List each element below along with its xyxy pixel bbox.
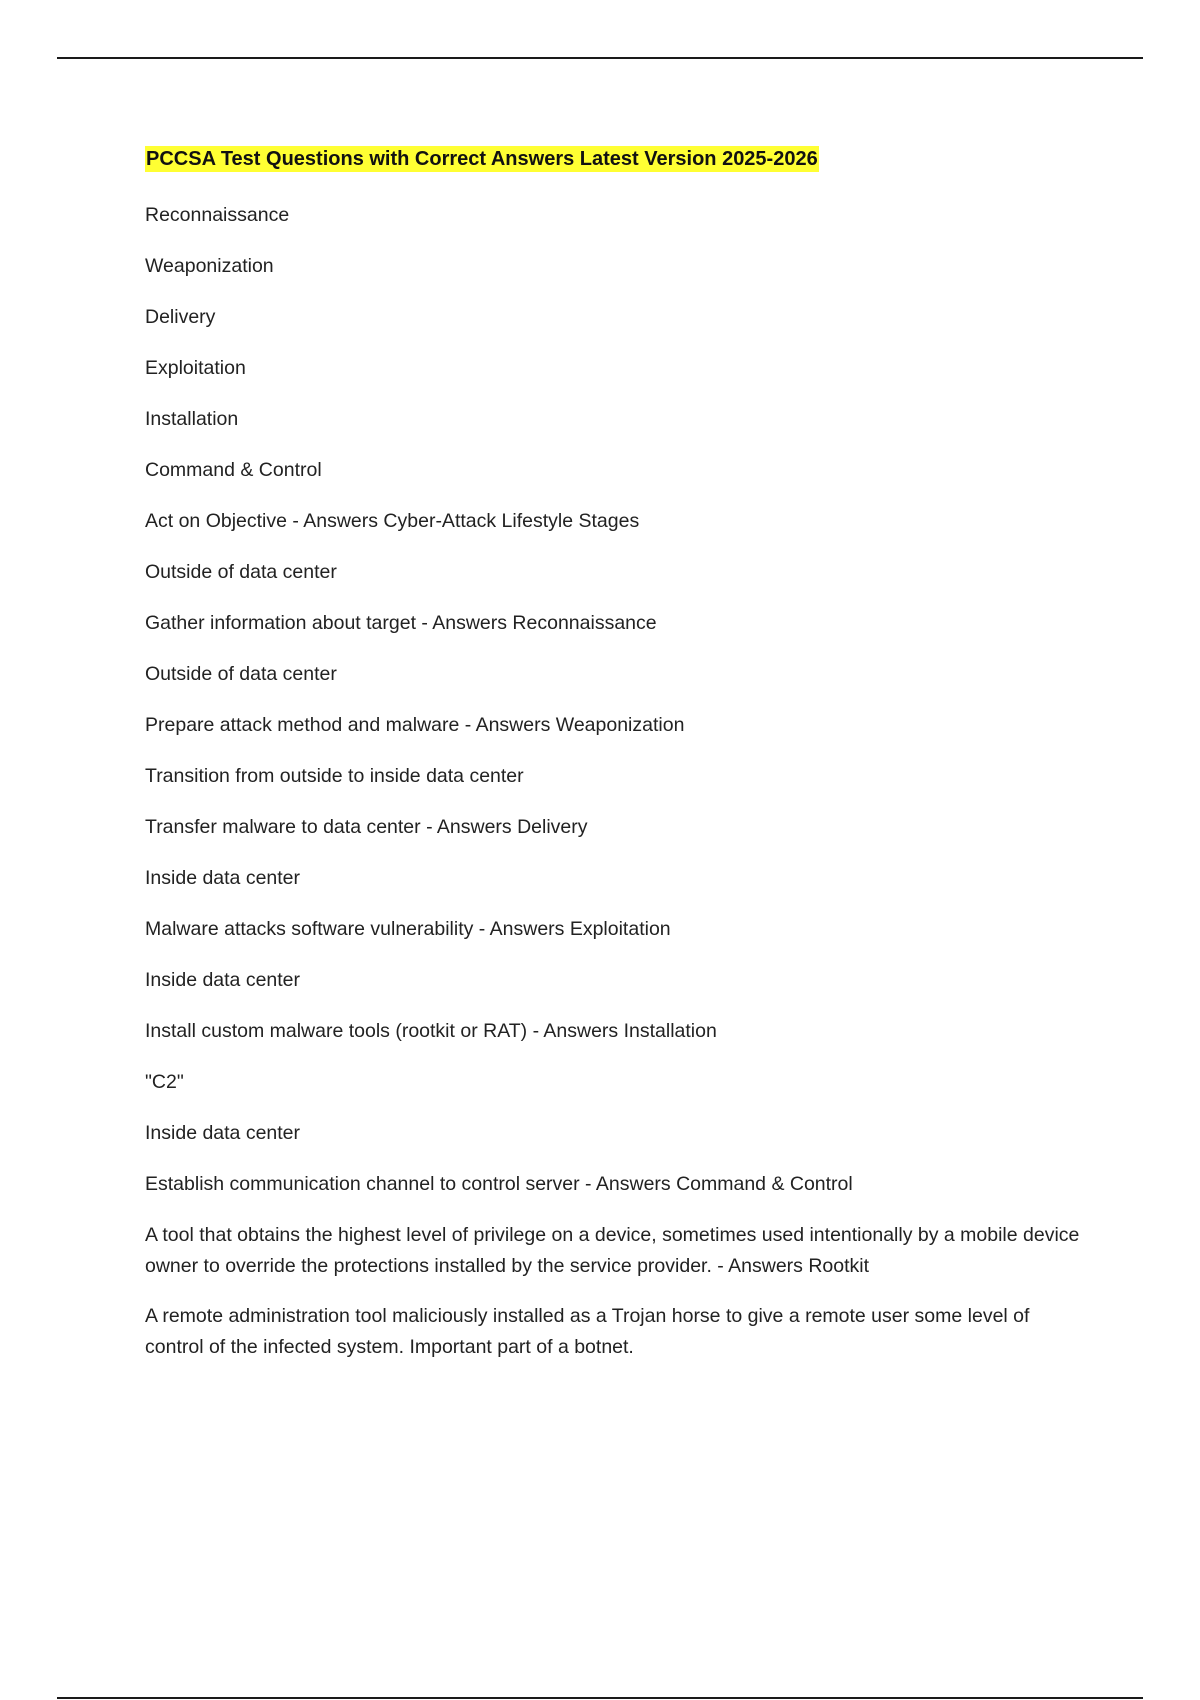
paragraph: Gather information about target - Answers Reconnaissance bbox=[145, 612, 657, 634]
paragraph: Delivery bbox=[145, 306, 216, 328]
paragraph: Establish communication channel to control server - Answers Command & Control bbox=[145, 1173, 853, 1195]
paragraph: Command & Control bbox=[145, 459, 322, 481]
paragraph: A tool that obtains the highest level of privilege on a device, sometimes used intentionally by a mobile device owner to override the protections installed by the service provider. - Answers Rootkit bbox=[145, 1224, 1080, 1277]
paragraph: Weaponization bbox=[145, 255, 274, 277]
paragraph: "C2" bbox=[145, 1071, 184, 1093]
header-rule bbox=[57, 57, 1143, 59]
paragraph: Inside data center bbox=[145, 969, 301, 991]
paragraph: Inside data center bbox=[145, 867, 301, 889]
paragraph: Malware attacks software vulnerability - Answers Exploitation bbox=[145, 918, 671, 940]
paragraph: Inside data center bbox=[145, 1122, 301, 1144]
footer-rule bbox=[57, 1697, 1143, 1699]
document-body bbox=[145, 144, 1085, 1382]
paragraph: Outside of data center bbox=[145, 663, 337, 685]
paragraph: Transfer malware to data center - Answers Delivery bbox=[145, 816, 588, 838]
paragraph: Act on Objective - Answers Cyber-Attack Lifestyle Stages bbox=[145, 510, 640, 532]
paragraph: Reconnaissance bbox=[145, 204, 290, 226]
document-title: PCCSA Test Questions with Correct Answers Latest Version 2025-2026 bbox=[146, 148, 818, 170]
paragraph: Installation bbox=[145, 408, 239, 430]
paragraph: Exploitation bbox=[145, 357, 246, 379]
title-line bbox=[145, 144, 1085, 174]
paragraph: Outside of data center bbox=[145, 561, 337, 583]
paragraph: Prepare attack method and malware - Answers Weaponization bbox=[145, 714, 685, 736]
paragraph: Install custom malware tools (rootkit or RAT) - Answers Installation bbox=[145, 1020, 717, 1042]
paragraph: Transition from outside to inside data center bbox=[145, 765, 524, 787]
paragraph: A remote administration tool maliciously installed as a Trojan horse to give a remote user some level of control of the infected system. Important part of a botnet. bbox=[145, 1305, 1030, 1358]
